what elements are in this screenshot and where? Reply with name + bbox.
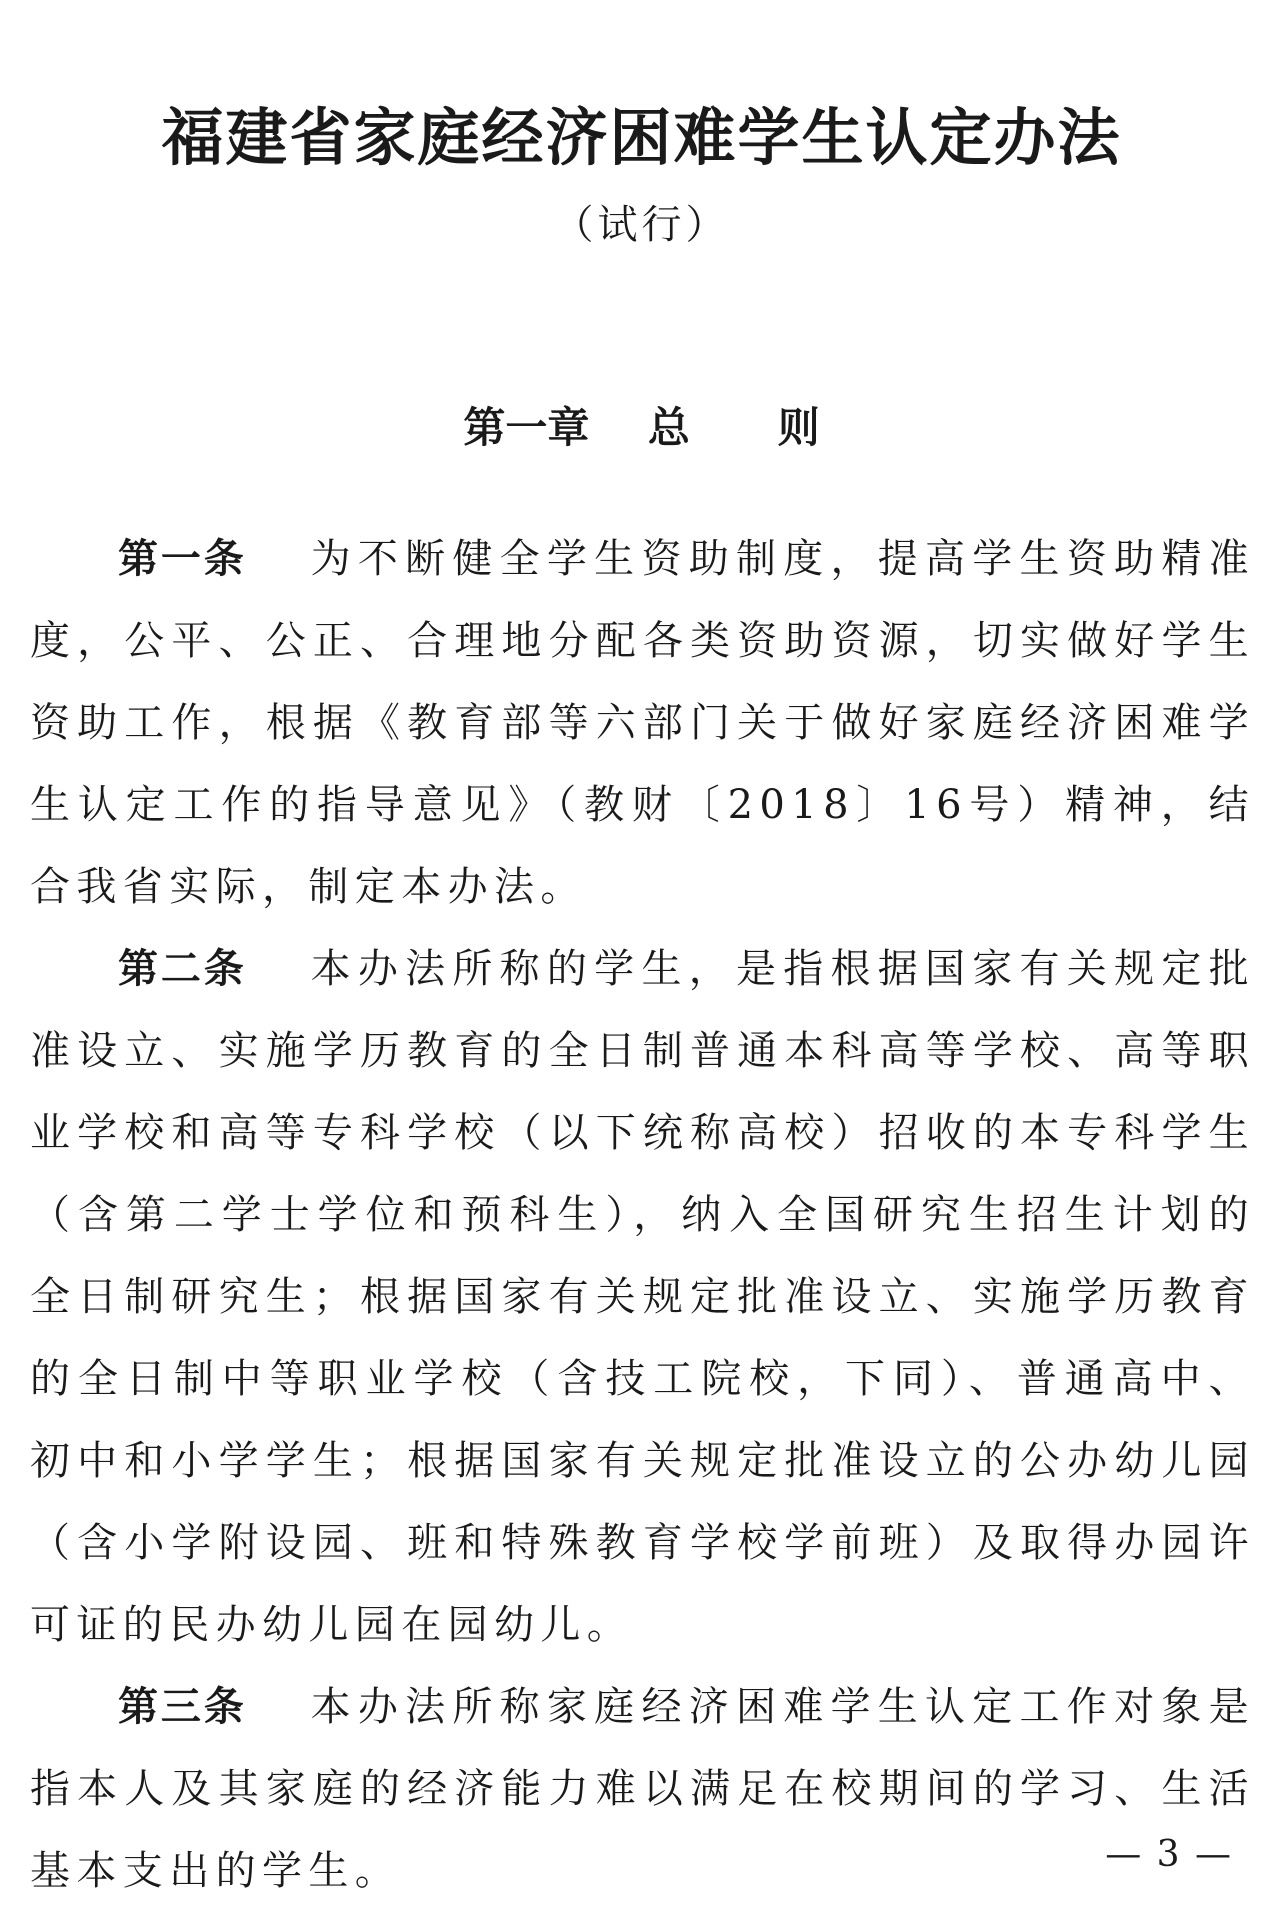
article-2 — [30, 928, 1255, 1666]
document-body — [30, 518, 1255, 1912]
article-label: 第一条 — [118, 536, 247, 582]
article-text: 本办法所称家庭经济困难学生认定工作对象是指本人及其家庭的经济能力难以满足在校期间的学习、生活基本支出的学生。 — [30, 1684, 1256, 1894]
article-label: 第二条 — [118, 946, 247, 992]
article-text: 本办法所称的学生，是指根据国家有关规定批准设立、实施学历教育的全日制普通本科高等学校、高等职业学校和高等专科学校（以下统称高校）招收的本专科学生（含第二学士学位和预科生），纳入全国研究生招生计划的全日制研究生；根据国家有关规定批准设立、实施学历教育的全日制中等职业学校（含技工院校，下同）、普通高中、初中和小学学生；根据国家有关规定批准设立的公办幼儿园（含小学附设园、班和特殊教育学校学前班）及取得办园许可证的民办幼儿园在园幼儿。 — [30, 946, 1256, 1648]
article-1 — [30, 518, 1255, 928]
document-subtitle: （试行） — [553, 202, 730, 248]
document-title: 福建省家庭经济困难学生认定办法 — [161, 101, 1122, 174]
article-label: 第三条 — [118, 1684, 247, 1730]
article-text: 为不断健全学生资助制度，提高学生资助精准度，公平、公正、合理地分配各类资助资源，切实做好学生资助工作，根据《教育部等六部门关于做好家庭经济困难学生认定工作的指导意见》（教财〔2018〕16号）精神，结合我省实际，制定本办法。 — [30, 536, 1256, 910]
page-number: — 3 — — [1105, 1834, 1233, 1875]
article-3 — [30, 1666, 1255, 1912]
chapter-title: 第一章 总 则 — [463, 403, 820, 452]
